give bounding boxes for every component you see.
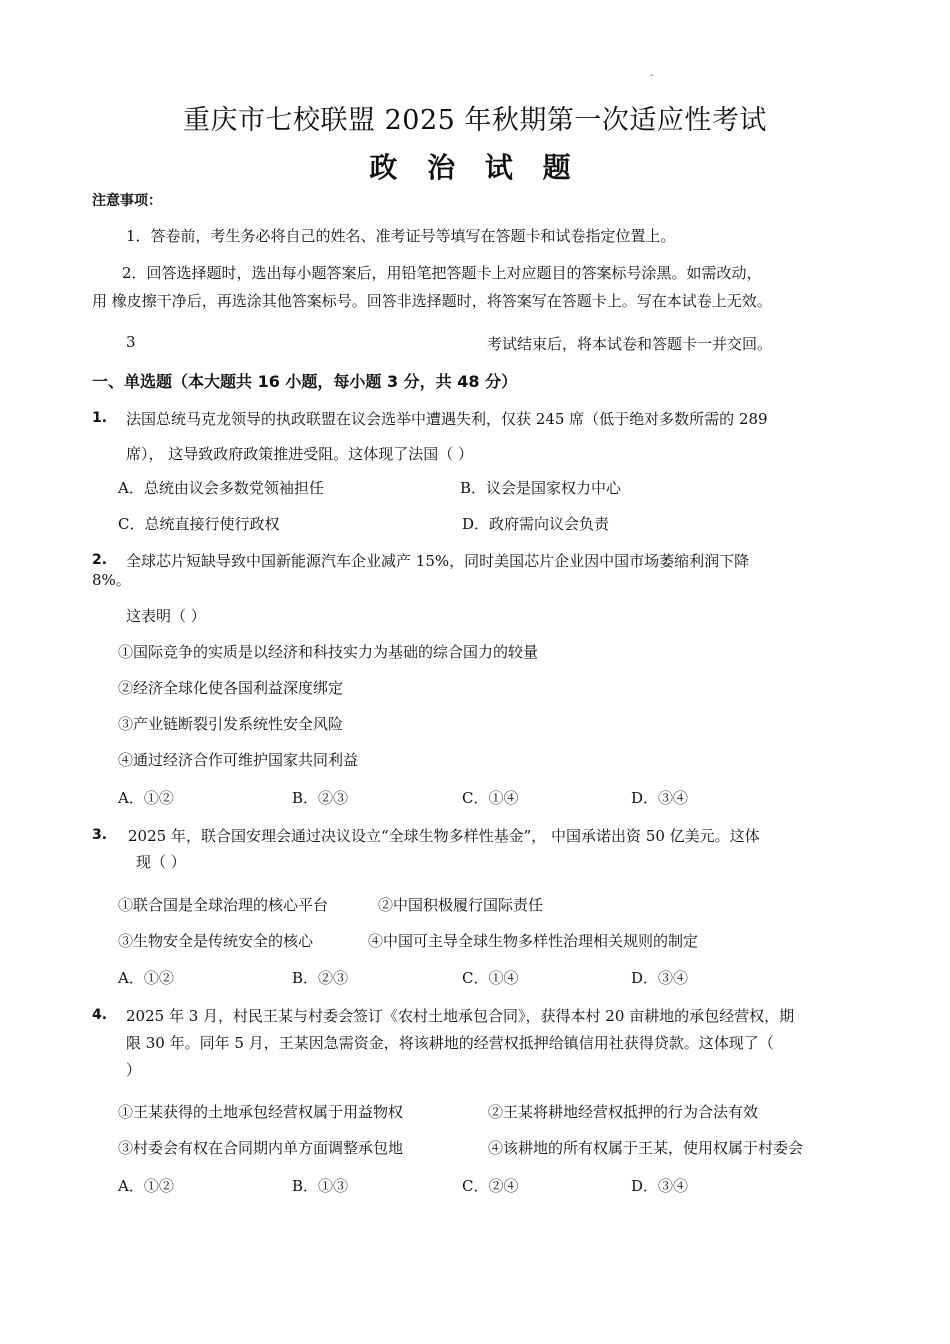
page-mark: - (650, 70, 654, 81)
option-a: A．①② (118, 1177, 174, 1195)
statement-3: ③产业链断裂引发系统性安全风险 (118, 715, 344, 733)
question-stem-line: 法国总统马克龙领导的执政联盟在议会选举中遭遇失利，仅获 245 席（低于绝对多数所需的 289 (126, 410, 768, 428)
question-stem-line: 2025 年 3 月，村民王某与村委会签订《农村土地承包合同》，获得本村 20 亩耕地的承包经营权，期 (126, 1007, 795, 1025)
question-stem-line: 席）， 这导致政府政策推进受阻。这体现了法国（ ） (126, 445, 474, 463)
option-c: C．①④ (462, 969, 519, 987)
option-d: D．③④ (631, 789, 689, 807)
notice-item-3-text: 考试结束后，将本试卷和答题卡一并交回。 (487, 335, 773, 353)
statement-1: ①王某获得的土地承包经营权属于用益物权 (118, 1103, 404, 1121)
option-c: C．②④ (462, 1177, 519, 1195)
question-stem-line: 限 30 年。同年 5 月，王某因急需资金，将该耕地的经营权抵押给镇信用社获得贷款。这体现了（ (126, 1034, 774, 1052)
option-b: B．②③ (292, 789, 349, 807)
option-b: B．议会是国家权力中心 (460, 479, 622, 497)
statement-1: ①联合国是全球治理的核心平台 (118, 896, 329, 914)
option-c: C．①④ (462, 789, 519, 807)
statement-4: ④中国可主导全球生物多样性治理相关规则的制定 (368, 932, 699, 950)
option-b: B．②③ (292, 969, 349, 987)
option-b: B．①③ (292, 1177, 349, 1195)
option-d: D．③④ (631, 969, 689, 987)
question-stem-line: 8%。 (92, 571, 131, 589)
notice-item-1: 1．答卷前，考生务必将自己的姓名、准考证号等填写在答题卡和试卷指定位置上。 (126, 227, 676, 245)
question-stem-line: 2025 年，联合国安理会通过决议设立“全球生物多样性基金”， 中国承诺出资 50 亿美元。这体 (128, 827, 760, 845)
question-stem-line: ） (126, 1061, 142, 1079)
option-d: D．政府需向议会负责 (462, 515, 610, 533)
notice-heading: 注意事项： (92, 193, 162, 209)
statement-2: ②王某将耕地经营权抵押的行为合法有效 (488, 1103, 759, 1121)
statement-3: ③村委会有权在合同期内单方面调整承包地 (118, 1139, 404, 1157)
option-a: A．①② (118, 789, 174, 807)
statement-4: ④该耕地的所有权属于王某，使用权属于村委会 (488, 1139, 804, 1157)
subject-title: 政 治 试 题 (369, 151, 581, 184)
notice-item-2-line-1: 2．回答选择题时，选出每小题答案后，用铅笔把答题卡上对应题目的答案标号涂黑。如需改动， (122, 264, 762, 282)
question-number: 1. (92, 410, 108, 426)
statement-2: ②中国积极履行国际责任 (378, 896, 544, 914)
question-number: 3. (92, 827, 108, 843)
option-a: A．总统由议会多数党领袖担任 (118, 479, 324, 497)
option-c: C．总统直接行使行政权 (118, 515, 280, 533)
option-d: D．③④ (631, 1177, 689, 1195)
section-heading: 一、单选题（本大题共 16 小题，每小题 3 分，共 48 分） (92, 372, 518, 391)
question-stem-line: 现（ ） (136, 853, 186, 871)
question-number: 4. (92, 1007, 108, 1023)
notice-item-3-number: 3 (126, 333, 136, 351)
option-a: A．①② (118, 969, 174, 987)
notice-item-2-line-2: 用 橡皮擦干净后，再选涂其他答案标号。回答非选择题时，将答案写在答题卡上。写在本试卷上无效。 (92, 292, 772, 310)
question-stem-line: 全球芯片短缺导致中国新能源汽车企业减产 15%，同时美国芯片企业因中国市场萎缩利润下降 (126, 552, 750, 570)
exam-title: 重庆市七校联盟 2025 年秋期第一次适应性考试 (183, 105, 767, 136)
question-number: 2. (92, 552, 108, 568)
statement-1: ①国际竞争的实质是以经济和科技实力为基础的综合国力的较量 (118, 643, 539, 661)
question-stem-line: 这表明（ ） (126, 607, 206, 625)
statement-3: ③生物安全是传统安全的核心 (118, 932, 314, 950)
statement-4: ④通过经济合作可维护国家共同利益 (118, 751, 359, 769)
statement-2: ②经济全球化使各国利益深度绑定 (118, 679, 344, 697)
